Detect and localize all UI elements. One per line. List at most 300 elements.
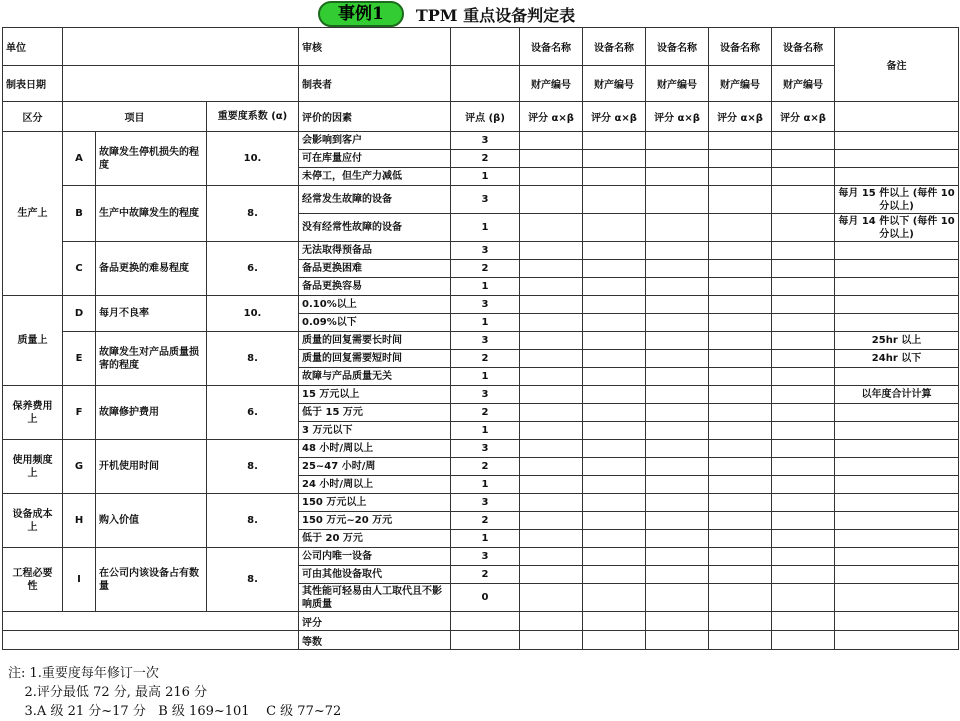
- factor-text: 质量的回复需要短时间: [299, 350, 451, 368]
- score-cell: [520, 150, 583, 168]
- score-cell: [709, 566, 772, 584]
- factor-text: 没有经常性故障的设备: [299, 214, 451, 242]
- score-cell: [583, 186, 646, 214]
- item-label: 故障发生对产品质量损害的程度: [96, 332, 207, 386]
- score-cell: [583, 214, 646, 242]
- score-cell: [583, 260, 646, 278]
- score-cell: [772, 631, 835, 650]
- score-header: 评分 α×β: [646, 102, 709, 132]
- review-label: 审核: [299, 28, 451, 66]
- equipment-name-header: 设备名称: [583, 28, 646, 66]
- item-weight: 6.: [207, 386, 299, 440]
- score-cell: [646, 314, 709, 332]
- score-cell: [772, 612, 835, 631]
- item-code: C: [63, 242, 96, 296]
- score-cell: [520, 132, 583, 150]
- score-cell: [520, 612, 583, 631]
- preparer-value: [451, 66, 520, 102]
- remark-cell: [835, 404, 959, 422]
- score-cell: [520, 631, 583, 650]
- remark-cell: [835, 278, 959, 296]
- score-cell: [709, 512, 772, 530]
- item-label: 每月不良率: [96, 296, 207, 332]
- table-row: [3, 132, 959, 150]
- factor-text: 可在库量应付: [299, 150, 451, 168]
- blank-cell: [451, 612, 520, 631]
- score-cell: [646, 214, 709, 242]
- category-cell: 质量上: [3, 296, 63, 386]
- score-cell: [583, 566, 646, 584]
- score-cell: [772, 260, 835, 278]
- score-cell: [646, 440, 709, 458]
- factor-text: 经常发生故障的设备: [299, 186, 451, 214]
- score-cell: [772, 132, 835, 150]
- score-cell: [646, 132, 709, 150]
- score-cell: [520, 422, 583, 440]
- factor-header: 评价的因素: [299, 102, 451, 132]
- score-cell: [520, 476, 583, 494]
- remark-cell: 每月 15 件以上 (每件 10 分以上): [835, 186, 959, 214]
- score-cell: [709, 296, 772, 314]
- remark-cell: [835, 566, 959, 584]
- score-cell: [646, 332, 709, 350]
- factor-points: 2: [451, 458, 520, 476]
- table-row: [3, 296, 959, 314]
- remark-cell: [835, 168, 959, 186]
- score-cell: [520, 260, 583, 278]
- score-cell: [772, 548, 835, 566]
- score-cell: [583, 242, 646, 260]
- remark-cell: [835, 612, 959, 631]
- factor-points: 1: [451, 422, 520, 440]
- factor-points: 1: [451, 476, 520, 494]
- score-cell: [646, 350, 709, 368]
- score-cell: [520, 314, 583, 332]
- factor-points: 1: [451, 214, 520, 242]
- score-cell: [772, 386, 835, 404]
- factor-points: 3: [451, 132, 520, 150]
- remark-cell: [835, 102, 959, 132]
- equipment-name-header: 设备名称: [646, 28, 709, 66]
- factor-text: 15 万元以上: [299, 386, 451, 404]
- table-row: [3, 548, 959, 566]
- score-cell: [709, 458, 772, 476]
- item-weight: 8.: [207, 494, 299, 548]
- category-cell: 工程必要性: [3, 548, 63, 612]
- remark-cell: [835, 458, 959, 476]
- remark-cell: [835, 314, 959, 332]
- score-cell: [772, 296, 835, 314]
- table-row: [3, 66, 959, 102]
- score-cell: [583, 296, 646, 314]
- factor-points: 3: [451, 494, 520, 512]
- factor-text: 48 小时/周以上: [299, 440, 451, 458]
- score-cell: [646, 494, 709, 512]
- table-row: [3, 386, 959, 404]
- blank-cell: [3, 631, 299, 650]
- item-label: 备品更换的难易程度: [96, 242, 207, 296]
- score-cell: [646, 296, 709, 314]
- score-cell: [520, 458, 583, 476]
- score-cell: [583, 168, 646, 186]
- score-cell: [583, 422, 646, 440]
- footnote-3: 3.A 级 21 分~17 分 B 级 169~101 C 级 77~72: [8, 704, 342, 719]
- score-cell: [583, 512, 646, 530]
- score-cell: [709, 350, 772, 368]
- factor-text: 备品更换困难: [299, 260, 451, 278]
- score-cell: [646, 512, 709, 530]
- factor-points: 1: [451, 314, 520, 332]
- item-code: B: [63, 186, 96, 242]
- score-cell: [772, 422, 835, 440]
- score-cell: [520, 566, 583, 584]
- asset-number-header: 财产编号: [772, 66, 835, 102]
- score-cell: [520, 386, 583, 404]
- factor-points: 1: [451, 278, 520, 296]
- document-title: TPM 重点设备判定表: [415, 5, 576, 25]
- score-cell: [520, 530, 583, 548]
- item-label: 在公司内该设备占有数量: [96, 548, 207, 612]
- review-value: [451, 28, 520, 66]
- factor-points: 2: [451, 260, 520, 278]
- score-cell: [709, 631, 772, 650]
- factor-text: 低于 20 万元: [299, 530, 451, 548]
- item-weight: 6.: [207, 242, 299, 296]
- unit-value: [63, 28, 299, 66]
- remark-cell: 以年度合计计算: [835, 386, 959, 404]
- score-cell: [520, 440, 583, 458]
- remark-cell: 每月 14 件以下 (每件 10 分以上): [835, 214, 959, 242]
- score-cell: [646, 368, 709, 386]
- table-row: [3, 612, 959, 631]
- factor-points: 3: [451, 332, 520, 350]
- score-cell: [709, 278, 772, 296]
- remark-cell: [835, 132, 959, 150]
- score-cell: [772, 350, 835, 368]
- remark-cell: [835, 548, 959, 566]
- item-code: G: [63, 440, 96, 494]
- factor-points: 0: [451, 584, 520, 612]
- score-cell: [583, 350, 646, 368]
- score-cell: [520, 278, 583, 296]
- factor-points: 2: [451, 350, 520, 368]
- score-cell: [583, 530, 646, 548]
- score-cell: [583, 612, 646, 631]
- total-label: 评分: [299, 612, 451, 631]
- score-cell: [709, 242, 772, 260]
- factor-text: 可由其他设备取代: [299, 566, 451, 584]
- asset-number-header: 财产编号: [709, 66, 772, 102]
- score-cell: [646, 422, 709, 440]
- table-row: [3, 631, 959, 650]
- score-cell: [646, 548, 709, 566]
- score-cell: [709, 150, 772, 168]
- score-cell: [709, 548, 772, 566]
- factor-points: 2: [451, 566, 520, 584]
- factor-text: 故障与产品质量无关: [299, 368, 451, 386]
- footnotes: [8, 664, 341, 721]
- score-header: 评分 α×β: [772, 102, 835, 132]
- remark-cell: [835, 512, 959, 530]
- remark-cell: [835, 631, 959, 650]
- item-label: 开机使用时间: [96, 440, 207, 494]
- score-cell: [709, 494, 772, 512]
- score-cell: [772, 458, 835, 476]
- equipment-name-header: 设备名称: [709, 28, 772, 66]
- remark-cell: [835, 530, 959, 548]
- score-cell: [583, 278, 646, 296]
- score-cell: [583, 404, 646, 422]
- score-cell: [709, 440, 772, 458]
- factor-text: 低于 15 万元: [299, 404, 451, 422]
- score-cell: [583, 386, 646, 404]
- score-cell: [709, 168, 772, 186]
- factor-points: 3: [451, 296, 520, 314]
- score-cell: [583, 150, 646, 168]
- asset-number-header: 财产编号: [520, 66, 583, 102]
- factor-text: 会影响到客户: [299, 132, 451, 150]
- remark-cell: [835, 296, 959, 314]
- preparer-label: 制表者: [299, 66, 451, 102]
- factor-text: 无法取得预备品: [299, 242, 451, 260]
- score-cell: [646, 386, 709, 404]
- score-cell: [520, 350, 583, 368]
- date-value: [63, 66, 299, 102]
- item-label: 故障发生停机损失的程度: [96, 132, 207, 186]
- score-cell: [646, 584, 709, 612]
- score-cell: [772, 530, 835, 548]
- table-row: [3, 186, 959, 214]
- score-cell: [646, 278, 709, 296]
- factor-text: 150 万元以上: [299, 494, 451, 512]
- score-cell: [520, 548, 583, 566]
- factor-text: 150 万元~20 万元: [299, 512, 451, 530]
- score-cell: [709, 612, 772, 631]
- item-code: D: [63, 296, 96, 332]
- example-badge: 事例1: [318, 1, 404, 27]
- remark-cell: 25hr 以上: [835, 332, 959, 350]
- remark-cell: [835, 368, 959, 386]
- category-header: 区分: [3, 102, 63, 132]
- remark-cell: [835, 584, 959, 612]
- factor-points: 2: [451, 512, 520, 530]
- score-cell: [709, 404, 772, 422]
- score-cell: [772, 476, 835, 494]
- item-code: A: [63, 132, 96, 186]
- score-cell: [583, 440, 646, 458]
- category-cell: 生产上: [3, 132, 63, 296]
- unit-label: 单位: [3, 28, 63, 66]
- score-cell: [520, 404, 583, 422]
- score-cell: [646, 186, 709, 214]
- table-row: [3, 494, 959, 512]
- factor-text: 未停工，但生产力减低: [299, 168, 451, 186]
- table-row: [3, 28, 959, 66]
- score-cell: [583, 584, 646, 612]
- score-cell: [520, 214, 583, 242]
- footnote-2: 2.评分最低 72 分, 最高 216 分: [8, 685, 208, 700]
- factor-text: 3 万元以下: [299, 422, 451, 440]
- weight-header: 重要度系数 (α): [207, 102, 299, 132]
- score-cell: [709, 386, 772, 404]
- score-cell: [646, 631, 709, 650]
- factor-text: 公司内唯一设备: [299, 548, 451, 566]
- score-cell: [709, 214, 772, 242]
- score-cell: [772, 332, 835, 350]
- score-cell: [646, 566, 709, 584]
- factor-points: 3: [451, 440, 520, 458]
- factor-points: 3: [451, 242, 520, 260]
- table-row: [3, 332, 959, 350]
- item-code: F: [63, 386, 96, 440]
- score-cell: [709, 584, 772, 612]
- score-cell: [646, 168, 709, 186]
- item-weight: 8.: [207, 440, 299, 494]
- score-cell: [583, 548, 646, 566]
- score-cell: [709, 368, 772, 386]
- score-cell: [772, 214, 835, 242]
- score-cell: [520, 168, 583, 186]
- points-header: 评点 (β): [451, 102, 520, 132]
- score-cell: [772, 242, 835, 260]
- remark-cell: [835, 150, 959, 168]
- remark-cell: [835, 242, 959, 260]
- score-header: 评分 α×β: [520, 102, 583, 132]
- factor-points: 1: [451, 168, 520, 186]
- score-cell: [520, 296, 583, 314]
- factor-text: 其性能可轻易由人工取代且不影响质量: [299, 584, 451, 612]
- score-cell: [709, 132, 772, 150]
- factor-points: 3: [451, 386, 520, 404]
- score-header: 评分 α×β: [583, 102, 646, 132]
- score-cell: [772, 150, 835, 168]
- item-weight: 8.: [207, 332, 299, 386]
- score-cell: [709, 260, 772, 278]
- item-weight: 10.: [207, 132, 299, 186]
- factor-points: 3: [451, 186, 520, 214]
- score-cell: [646, 260, 709, 278]
- score-cell: [709, 314, 772, 332]
- item-weight: 8.: [207, 548, 299, 612]
- remark-cell: [835, 260, 959, 278]
- score-cell: [583, 476, 646, 494]
- score-cell: [772, 186, 835, 214]
- asset-number-header: 财产编号: [583, 66, 646, 102]
- factor-points: 2: [451, 150, 520, 168]
- score-cell: [772, 566, 835, 584]
- remark-cell: [835, 476, 959, 494]
- score-cell: [646, 476, 709, 494]
- item-weight: 10.: [207, 296, 299, 332]
- item-header: 项目: [63, 102, 207, 132]
- score-cell: [772, 278, 835, 296]
- score-cell: [709, 186, 772, 214]
- remark-cell: 24hr 以下: [835, 350, 959, 368]
- score-cell: [772, 440, 835, 458]
- score-cell: [520, 332, 583, 350]
- equipment-name-header: 设备名称: [772, 28, 835, 66]
- category-cell: 设备成本上: [3, 494, 63, 548]
- score-cell: [772, 404, 835, 422]
- item-code: E: [63, 332, 96, 386]
- score-cell: [646, 612, 709, 631]
- asset-number-header: 财产编号: [646, 66, 709, 102]
- item-label: 购入价值: [96, 494, 207, 548]
- score-cell: [772, 584, 835, 612]
- score-cell: [520, 584, 583, 612]
- factor-text: 25~47 小时/周: [299, 458, 451, 476]
- factor-text: 0.09%以下: [299, 314, 451, 332]
- score-cell: [772, 368, 835, 386]
- score-cell: [772, 512, 835, 530]
- score-cell: [583, 458, 646, 476]
- score-cell: [583, 631, 646, 650]
- factor-text: 0.10%以上: [299, 296, 451, 314]
- score-cell: [646, 404, 709, 422]
- factor-text: 质量的回复需要长时间: [299, 332, 451, 350]
- factor-points: 1: [451, 530, 520, 548]
- score-cell: [772, 314, 835, 332]
- score-cell: [520, 512, 583, 530]
- title-area: [318, 2, 575, 26]
- score-cell: [646, 458, 709, 476]
- score-cell: [520, 242, 583, 260]
- item-weight: 8.: [207, 186, 299, 242]
- factor-text: 备品更换容易: [299, 278, 451, 296]
- category-cell: 保养费用上: [3, 386, 63, 440]
- item-label: 故障修护费用: [96, 386, 207, 440]
- table-row: [3, 102, 959, 132]
- remark-cell: [835, 494, 959, 512]
- factor-points: 2: [451, 404, 520, 422]
- item-code: I: [63, 548, 96, 612]
- remark-cell: [835, 440, 959, 458]
- category-cell: 使用频度上: [3, 440, 63, 494]
- score-cell: [772, 168, 835, 186]
- score-cell: [520, 186, 583, 214]
- item-code: H: [63, 494, 96, 548]
- score-cell: [583, 494, 646, 512]
- factor-text: 24 小时/周以上: [299, 476, 451, 494]
- score-cell: [583, 332, 646, 350]
- score-cell: [709, 476, 772, 494]
- blank-cell: [3, 612, 299, 631]
- factor-points: 3: [451, 548, 520, 566]
- equipment-name-header: 设备名称: [520, 28, 583, 66]
- remark-header: 备注: [835, 28, 959, 102]
- score-cell: [583, 314, 646, 332]
- score-cell: [646, 242, 709, 260]
- score-cell: [772, 494, 835, 512]
- item-label: 生产中故障发生的程度: [96, 186, 207, 242]
- date-label: 制表日期: [3, 66, 63, 102]
- score-cell: [646, 150, 709, 168]
- footnote-1: 注: 1.重要度每年修订一次: [8, 666, 159, 681]
- factor-points: 1: [451, 368, 520, 386]
- remark-cell: [835, 422, 959, 440]
- evaluation-table: [2, 27, 959, 650]
- score-header: 评分 α×β: [709, 102, 772, 132]
- grade-label: 等数: [299, 631, 451, 650]
- score-cell: [709, 422, 772, 440]
- table-row: [3, 242, 959, 260]
- score-cell: [583, 132, 646, 150]
- score-cell: [646, 530, 709, 548]
- score-cell: [520, 368, 583, 386]
- blank-cell: [451, 631, 520, 650]
- score-cell: [583, 368, 646, 386]
- table-row: [3, 440, 959, 458]
